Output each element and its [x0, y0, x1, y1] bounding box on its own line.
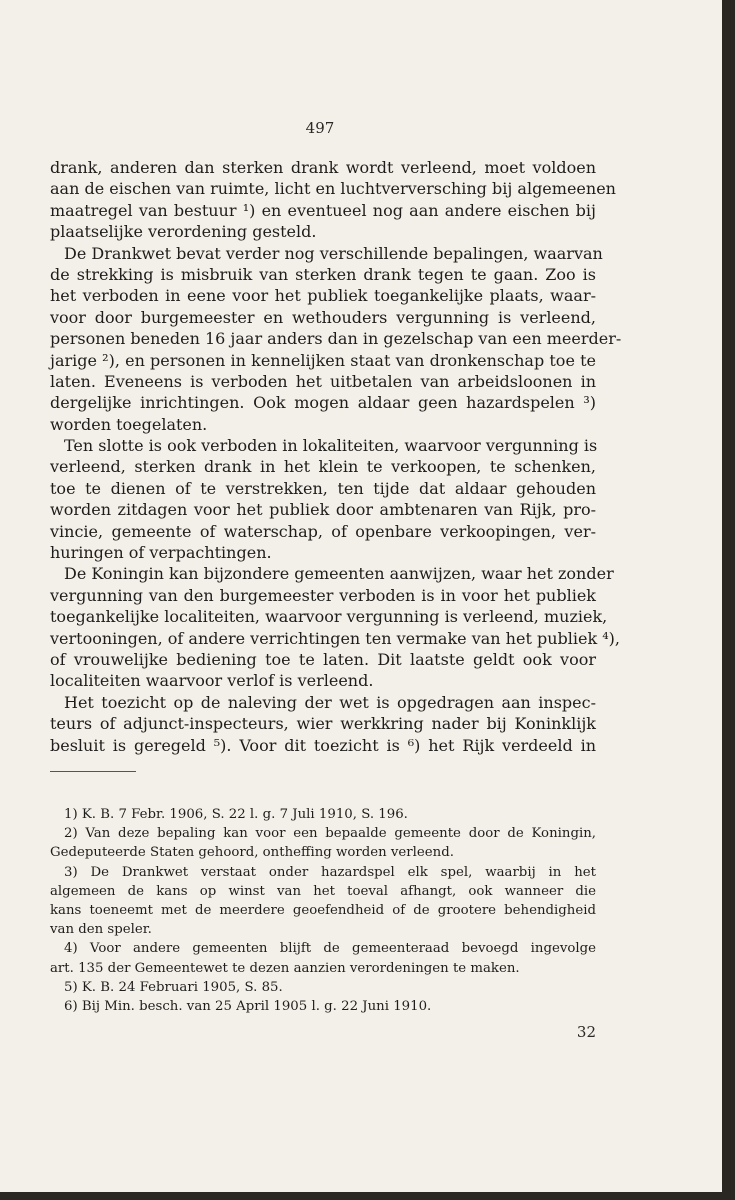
footnote-line: 4) Voor andere gemeenten blijft de gemeenteraad bevoegd ingevolge [64, 941, 596, 957]
body-line: maatregel van bestuur ¹) en eventueel nog aan andere eischen bij [50, 200, 596, 220]
footnote-line: 6) Bij Min. besch. van 25 April 1905 l. g. 22 Juni 1910. [64, 998, 432, 1014]
footnote-line: 2) Van deze bepaling kan voor een bepaalde gemeente door de Koningin, [64, 826, 596, 842]
footnote-line: 5) K. B. 24 Februari 1905, S. 85. [64, 979, 283, 995]
footnotes [50, 805, 596, 1016]
body-line: Ten slotte is ook verboden in lokaliteiten, waarvoor vergunning is [64, 436, 598, 456]
body-line: het verboden in eene voor het publiek toegankelijke plaats, waar- [50, 286, 596, 306]
body-text [50, 157, 622, 756]
body-line: De Drankwet bevat verder nog verschillende bepalingen, waarvan [64, 243, 603, 263]
body-line: plaatselijke verordening gesteld. [50, 222, 317, 242]
page-number: 497 [305, 119, 335, 137]
body-line: vergunning van den burgemeester verboden is in voor het publiek [50, 585, 596, 605]
body-line: laten. Eveneens is verboden het uitbetalen van arbeidsloonen in [50, 371, 596, 391]
body-line: worden toegelaten. [50, 414, 208, 434]
body-line: besluit is geregeld ⁵). Voor dit toezicht is ⁶) het Rijk verdeeld in [50, 735, 596, 755]
body-line: vincie, gemeente of waterschap, of openbare verkoopingen, ver- [50, 521, 596, 541]
body-line: teurs of adjunct-inspecteurs, wier werkkring nader bij Koninklijk [50, 714, 596, 734]
body-line: vertooningen, of andere verrichtingen ten vermake van het publiek ⁴), [50, 628, 620, 648]
footnote-line: art. 135 der Gemeentewet te dezen aanzien verordeningen te maken. [50, 960, 520, 976]
body-line: of vrouwelijke bediening toe te laten. Dit laatste geldt ook voor [50, 649, 596, 669]
footnote-line: van den speler. [50, 922, 152, 938]
footnote-line: kans toeneemt met de meerdere geoefendheid of de grootere behendigheid [50, 902, 596, 918]
body-line: dergelijke inrichtingen. Ook mogen aldaar geen hazardspelen ³) [50, 393, 596, 413]
body-line: de strekking is misbruik van sterken drank tegen te gaan. Zoo is [50, 264, 596, 284]
body-line: personen beneden 16 jaar anders dan in gezelschap van een meerder- [50, 329, 622, 349]
body-line: localiteiten waarvoor verlof is verleend. [50, 671, 374, 691]
body-line: drank, anderen dan sterken drank wordt verleend, moet voldoen [50, 158, 596, 177]
signature-mark: 32 [576, 1023, 596, 1041]
body-line: verleend, sterken drank in het klein te verkoopen, te schenken, [50, 457, 596, 477]
body-line: jarige ²), en personen in kennelijken staat van dronkenschap toe te [50, 350, 596, 370]
footnote-line: Gedeputeerde Staten gehoord, ontheffing worden verleend. [50, 845, 454, 861]
body-line: De Koningin kan bijzondere gemeenten aanwijzen, waar het zonder [64, 564, 614, 584]
scan-edge [722, 0, 735, 1200]
body-line: aan de eischen van ruimte, licht en luchtverversching bij algemeenen [50, 179, 616, 199]
body-line: worden zitdagen voor het publiek door ambtenaren van Rijk, pro- [50, 500, 596, 520]
body-line: toe te dienen of te verstrekken, ten tijde dat aldaar gehouden [50, 478, 596, 498]
body-line: huringen of verpachtingen. [50, 543, 272, 563]
footnote-line: 1) K. B. 7 Febr. 1906, S. 22 l. g. 7 Juli 1910, S. 196. [64, 807, 408, 822]
body-line: voor door burgemeester en wethouders vergunning is verleend, [50, 307, 596, 327]
body-line: toegankelijke localiteiten, waarvoor vergunning is verleend, muziek, [50, 607, 608, 627]
footnote-line: algemeen de kans op winst van het toeval afhangt, ook wanneer die [50, 883, 596, 899]
footnote-line: 3) De Drankwet verstaat onder hazardspel elk spel, waarbij in het [64, 864, 596, 880]
footnote-divider [50, 771, 136, 772]
body-line: Het toezicht op de naleving der wet is opgedragen aan inspec- [64, 692, 596, 712]
